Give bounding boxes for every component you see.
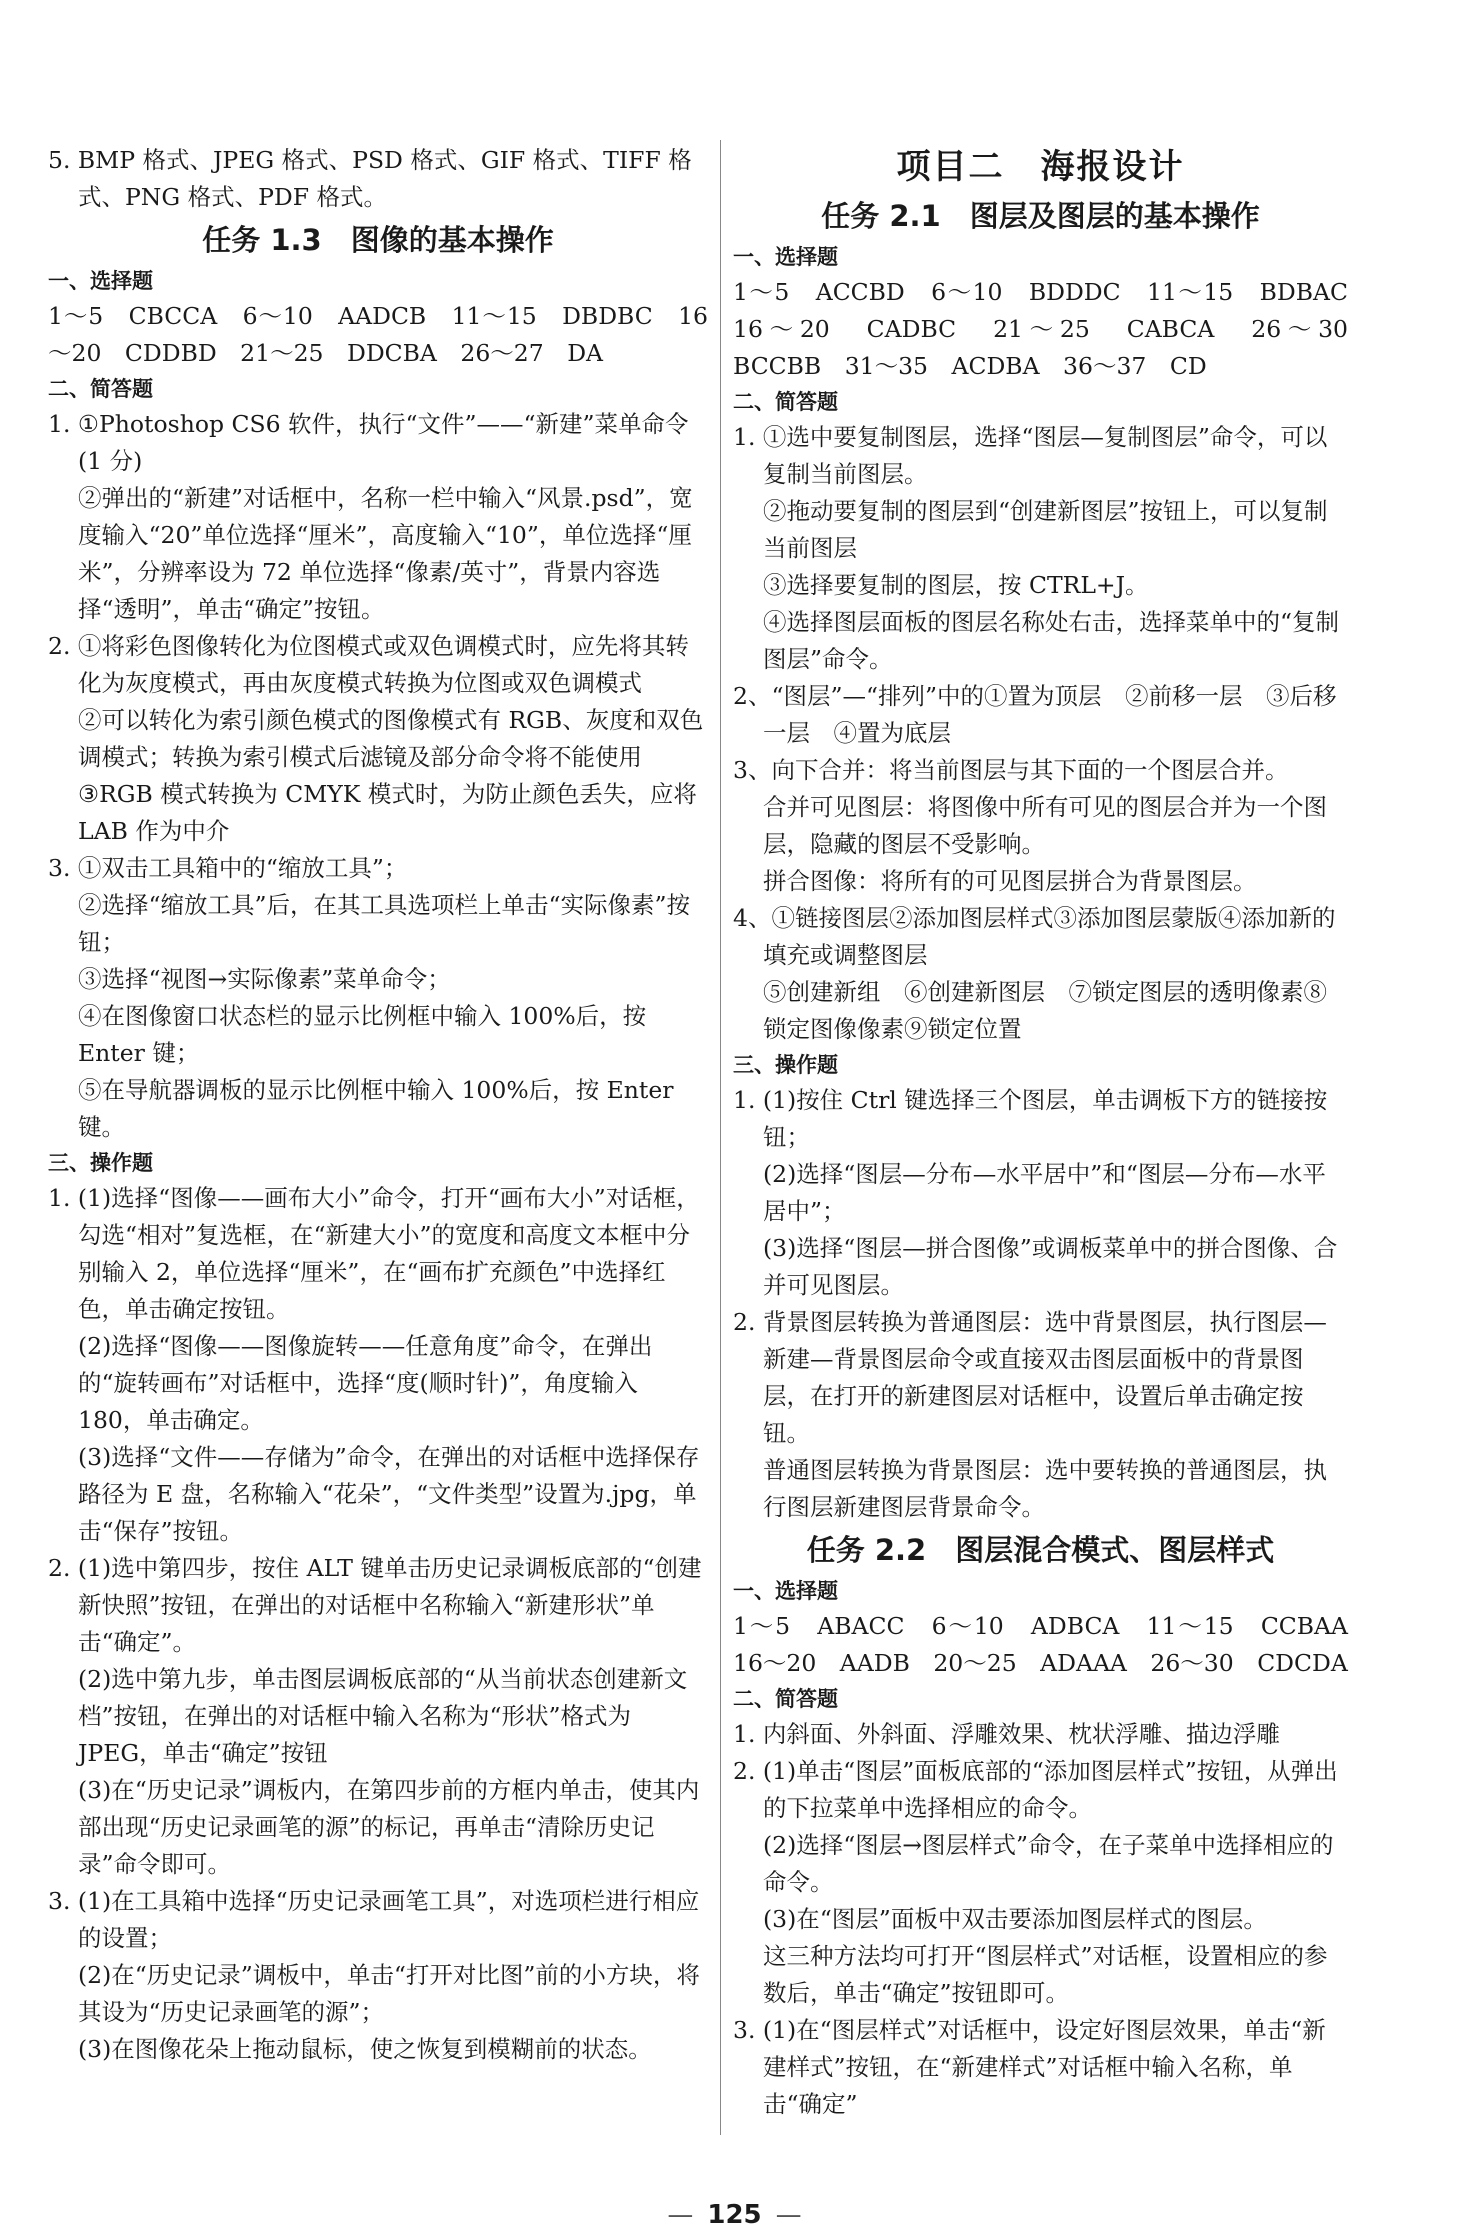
operation-1b: (2)选择“图像——图像旋转——任意角度”命令，在弹出的“旋转画布”对话框中，选择“度(顺时针)”，角度输入 180，单击确定。 [78, 1332, 653, 1434]
task-2-2-title: 任务 2.2 图层混合模式、图层样式 [806, 1533, 1275, 1567]
operation-2b: 普通图层转换为背景图层：选中要转换的普通图层，执行图层新建图层背景命令。 [763, 1456, 1327, 1521]
section-short-answer-title-2: 二、简答题 [733, 1687, 838, 1711]
operation-1a: 1. (1)选择“图像——画布大小”命令，打开“画布大小”对话框，勾选“相对”复选框，在“新建大小”的宽度和高度文本框中分别输入 2，单位选择“厘米”，在“画布扩充颜色”中选择红色，单击确定按钮。 [48, 1184, 700, 1323]
t22-short-answer-2b: (2)选择“图层→图层样式”命令，在子菜单中选择相应的命令。 [763, 1831, 1334, 1896]
t22-short-answer-2a: 2. (1)单击“图层”面板底部的“添加图层样式”按钮，从弹出的下拉菜单中选择相应的命令。 [733, 1757, 1338, 1822]
short-answer-3b: ②选择“缩放工具”后，在其工具选项栏上单击“实际像素”按钮； [78, 891, 691, 956]
short-answer-3b: 合并可见图层：将图像中所有可见的图层合并为一个图层，隐藏的图层不受影响。 [763, 793, 1327, 858]
operation-3c: (3)在图像花朵上拖动鼠标，使之恢复到模糊前的状态。 [78, 2035, 652, 2063]
operation-3a: 3. (1)在工具箱中选择“历史记录画笔工具”，对选项栏进行相应的设置； [48, 1887, 700, 1952]
footer-dash-right: — [775, 2200, 802, 2230]
short-answer-2: 2、“图层”—“排列”中的①置为顶层 ②前移一层 ③后移一层 ④置为底层 [733, 682, 1337, 747]
choice-answers-2: 1～5 ABACC 6～10 ADBCA 11～15 CCBAA 16～20 AADB 20～25 ADAAA 26～30 CDCDA [733, 1612, 1372, 1677]
operation-1b: (2)选择“图层—分布—水平居中”和“图层—分布—水平居中”； [763, 1160, 1326, 1225]
task-2-1-title: 任务 2.1 图层及图层的基本操作 [821, 199, 1260, 233]
section-short-answer-title: 二、简答题 [733, 390, 838, 414]
short-answer-3c: ③选择“视图→实际像素”菜单命令； [78, 965, 451, 993]
task-1-3-title: 任务 1.3 图像的基本操作 [202, 223, 554, 257]
short-answer-1b: ②拖动要复制的图层到“创建新图层”按钮上，可以复制当前图层 [763, 497, 1328, 562]
page-number-footer [0, 2200, 1469, 2230]
short-answer-4a: 4、①链接图层②添加图层样式③添加图层蒙版④添加新的填充或调整图层 [733, 904, 1336, 969]
operation-2b: (2)选中第九步，单击图层调板底部的“从当前状态创建新文档”按钮，在弹出的对话框中输入名称为“形状”格式为 JPEG，单击“确定”按钮 [78, 1665, 688, 1767]
section-operation-title: 三、操作题 [733, 1053, 838, 1077]
footer-dash-left: — [667, 2200, 694, 2230]
short-answer-1b: ②弹出的“新建”对话框中，名称一栏中输入“风景.psd”，宽度输入“20”单位选择“厘米”，高度输入“10”，单位选择“厘米”，分辨率设为 72 单位选择“像素/英寸”，背景内容选择“透明”，单击“确定”按钮。 [78, 484, 693, 623]
short-answer-2c: ③RGB 模式转换为 CMYK 模式时，为防止颜色丢失，应将 LAB 作为中介 [78, 780, 697, 845]
short-answer-1d: ④选择图层面板的图层名称处右击，选择菜单中的“复制图层”命令。 [763, 608, 1340, 673]
short-answer-4b: ⑤创建新组 ⑥创建新图层 ⑦锁定图层的透明像素⑧锁定图像像素⑨锁定位置 [763, 978, 1327, 1043]
t22-short-answer-2c: (3)在“图层”面板中双击要添加图层样式的图层。 [763, 1905, 1267, 1933]
short-answer-3a: 3. ①双击工具箱中的“缩放工具”； [48, 854, 408, 882]
choice-answers: 1～5 ACCBD 6～10 BDDDC 11～15 BDBAC 16～20 CADBC 21～25 CABCA 26～30 BCCBB 31～35 ACDBA 36～37 CD [733, 278, 1372, 380]
page-number: 125 [707, 2200, 762, 2230]
operation-2a: 2. 背景图层转换为普通图层：选中背景图层，执行图层—新建—背景图层命令或直接双击图层面板中的背景图层，在打开的新建图层对话框中，设置后单击确定按钮。 [733, 1308, 1327, 1447]
short-answer-2a: 2. ①将彩色图像转化为位图模式或双色调模式时，应先将其转化为灰度模式，再由灰度模式转换为位图或双色调模式 [48, 632, 689, 697]
short-answer-1c: ③选择要复制的图层，按 CTRL+J。 [763, 571, 1149, 599]
left-column [48, 142, 708, 2068]
section-operation-title: 三、操作题 [48, 1151, 153, 1175]
project-2-title: 项目二 海报设计 [896, 147, 1185, 187]
short-answer-3e: ⑤在导航器调板的显示比例框中输入 100%后，按 Enter 键。 [78, 1076, 674, 1141]
section-choice-title-2: 一、选择题 [733, 1579, 838, 1603]
t22-short-answer-3: 3. (1)在“图层样式”对话框中，设定好图层效果，单击“新建样式”按钮，在“新建样式”对话框中输入名称，单击“确定” [733, 2016, 1326, 2118]
t22-short-answer-1: 1. 内斜面、外斜面、浮雕效果、枕状浮雕、描边浮雕 [733, 1720, 1280, 1748]
right-column [733, 142, 1372, 2123]
section-short-answer-title: 二、简答题 [48, 377, 153, 401]
short-answer-1a: 1. ①选中要复制图层，选择“图层—复制图层”命令，可以复制当前图层。 [733, 423, 1328, 488]
t22-short-answer-2d: 这三种方法均可打开“图层样式”对话框，设置相应的参数后，单击“确定”按钮即可。 [763, 1942, 1328, 2007]
column-divider [720, 140, 721, 2135]
operation-2a: 2. (1)选中第四步，按住 ALT 键单击历史记录调板底部的“创建新快照”按钮，在弹出的对话框中名称输入“新建形状”单击“确定”。 [48, 1554, 702, 1656]
operation-1a: 1. (1)按住 Ctrl 键选择三个图层，单击调板下方的链接按钮； [733, 1086, 1328, 1151]
short-answer-3d: ④在图像窗口状态栏的显示比例框中输入 100%后，按 Enter 键； [78, 1002, 647, 1067]
operation-1c: (3)选择“文件——存储为”命令，在弹出的对话框中选择保存路径为 E 盘，名称输入“花朵”，“文件类型”设置为.jpg，单击“保存”按钮。 [78, 1443, 700, 1545]
choice-answers: 1～5 CBCCA 6～10 AADCB 11～15 DBDBC 16～20 CDDBD 21～25 DDCBA 26～27 DA [48, 302, 708, 367]
short-answer-3c: 拼合图像：将所有的可见图层拼合为背景图层。 [763, 867, 1257, 895]
section-choice-title: 一、选择题 [733, 245, 838, 269]
operation-3b: (2)在“历史记录”调板中，单击“打开对比图”前的小方块，将其设为“历史记录画笔的源”； [78, 1961, 700, 2026]
operation-2c: (3)在“历史记录”调板内，在第四步前的方框内单击，使其内部出现“历史记录画笔的源”的标记，再单击“清除历史记录”命令即可。 [78, 1776, 700, 1878]
short-answer-3a: 3、向下合并：将当前图层与其下面的一个图层合并。 [733, 756, 1289, 784]
short-answer-2b: ②可以转化为索引颜色模式的图像模式有 RGB、灰度和双色调模式；转换为索引模式后滤镜及部分命令将不能使用 [78, 706, 704, 771]
section-choice-title: 一、选择题 [48, 269, 153, 293]
operation-1c: (3)选择“图层—拼合图像”或调板菜单中的拼合图像、合并可见图层。 [763, 1234, 1338, 1299]
short-answer-1a: 1. ①Photoshop CS6 软件，执行“文件”——“新建”菜单命令(1 分) [48, 410, 689, 475]
answer-5-formats: 5. BMP 格式、JPEG 格式、PSD 格式、GIF 格式、TIFF 格式、PNG 格式、PDF 格式。 [48, 146, 692, 211]
